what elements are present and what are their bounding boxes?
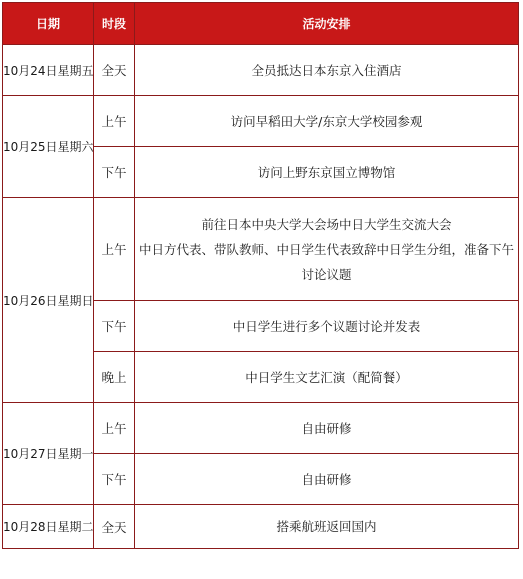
activity-line: 中日方代表、带队教师、中日学生代表致辞中日学生分组，准备下午	[138, 241, 514, 257]
table-row	[3, 96, 519, 147]
header-activity: 活动安排	[135, 3, 519, 45]
table-row	[3, 198, 519, 301]
time-slot: 上午	[94, 403, 135, 454]
activity-line: 自由研修	[301, 420, 352, 436]
header-row	[3, 3, 519, 45]
header-slot: 时段	[94, 3, 135, 45]
table-row	[3, 403, 519, 454]
time-slot: 全天	[94, 505, 135, 549]
activity-line: 讨论议题	[301, 266, 352, 282]
table-row	[3, 505, 519, 549]
activity-cell	[135, 96, 519, 147]
time-slot: 晚上	[94, 352, 135, 403]
time-slot: 上午	[94, 96, 135, 147]
activity-line: 中日学生进行多个议题讨论并发表	[232, 318, 421, 334]
activity-cell	[135, 352, 519, 403]
day-date: 10月25日星期六	[3, 96, 94, 198]
activity-cell	[135, 505, 519, 549]
day-date: 10月28日星期二	[3, 505, 94, 549]
activity-line: 全员抵达日本东京入住酒店	[251, 62, 402, 78]
activity-line: 自由研修	[301, 471, 352, 487]
time-slot: 下午	[94, 454, 135, 505]
time-slot: 上午	[94, 198, 135, 301]
time-slot: 下午	[94, 147, 135, 198]
activity-line: 前往日本中央大学大会场中日大学生交流大会	[201, 216, 452, 232]
time-slot: 全天	[94, 45, 135, 96]
header-date: 日期	[3, 3, 94, 45]
day-date: 10月26日星期日	[3, 198, 94, 403]
activity-cell	[135, 45, 519, 96]
day-date: 10月27日星期一	[3, 403, 94, 505]
activity-line: 中日学生文艺汇演（配简餐）	[245, 369, 408, 385]
activity-cell	[135, 198, 519, 301]
time-slot: 下午	[94, 301, 135, 352]
activity-line: 访问早稻田大学/东京大学校园参观	[230, 113, 423, 129]
activity-line: 搭乘航班返回国内	[276, 519, 377, 534]
day-date: 10月24日星期五	[3, 45, 94, 96]
activity-line: 访问上野东京国立博物馆	[257, 164, 396, 180]
activity-cell	[135, 301, 519, 352]
schedule-table	[2, 2, 519, 549]
activity-cell	[135, 403, 519, 454]
table-row	[3, 45, 519, 96]
activity-cell	[135, 454, 519, 505]
activity-cell	[135, 147, 519, 198]
